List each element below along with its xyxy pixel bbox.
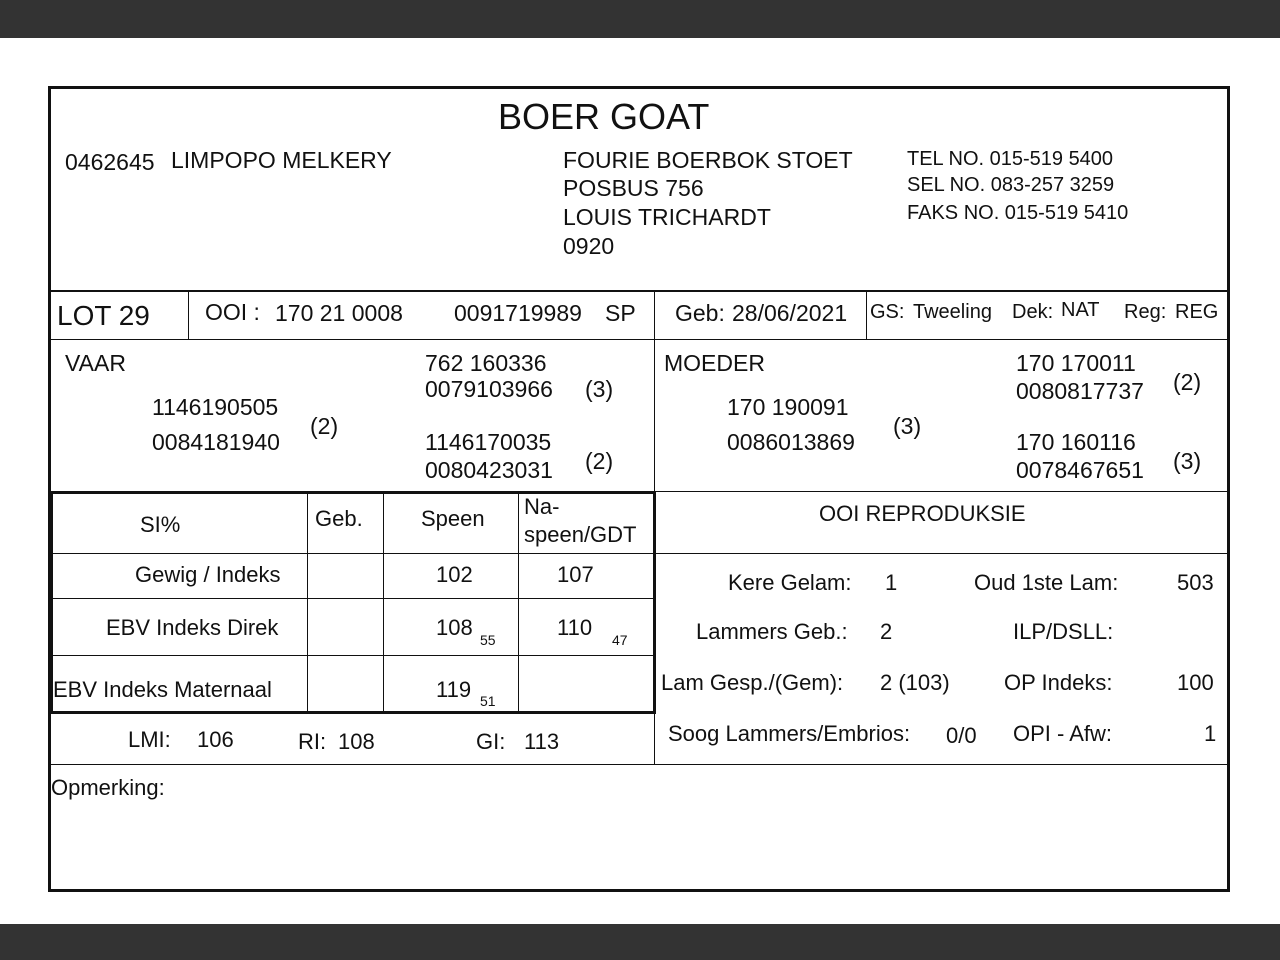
opi-label: OPI - Afw:: [1013, 721, 1113, 746]
vaar-sire-reg: 0079103966: [425, 376, 553, 402]
repro-left-rule: [654, 712, 655, 764]
oud-lam-label: Oud 1ste Lam:: [974, 570, 1119, 595]
si-row-rule-2: [52, 598, 654, 599]
gs-value: Tweeling: [913, 301, 992, 323]
moeder-grade: (3): [893, 413, 922, 439]
ri-value: 108: [338, 729, 375, 754]
moeder-sire-grade: (2): [1173, 369, 1202, 395]
vaar-id: 1146190505: [152, 394, 279, 420]
si-table-right: [653, 491, 656, 714]
geb-date: 28/06/2021: [732, 300, 848, 326]
contact-tel: TEL NO. 015-519 5400: [907, 148, 1114, 170]
row-direk-speen: 108: [436, 615, 473, 640]
remarks-label: Opmerking:: [51, 775, 165, 800]
owner-code: 0462645: [65, 149, 155, 175]
card-title: BOER GOAT: [498, 96, 710, 137]
gi-value: 113: [524, 729, 560, 754]
ooi-label: OOI :: [205, 299, 260, 325]
pedigree-divider: [654, 340, 655, 492]
row-gewig-speen: 102: [436, 562, 473, 587]
row-maternaal-speen-sub: 51: [480, 693, 496, 709]
soog-value: 0/0: [946, 723, 977, 748]
si-col-2: [383, 493, 384, 712]
pedigree-bottom-rule: [654, 491, 1230, 492]
si-table-bottom: [50, 711, 656, 714]
si-row-rule-1: [52, 553, 654, 554]
vaar-grade: (2): [310, 413, 339, 439]
soog-label: Soog Lammers/Embrios:: [668, 721, 911, 746]
breeder-line-4: 0920: [563, 233, 615, 259]
remarks-top-rule: [50, 764, 1230, 765]
row-direk-naspeen-sub: 47: [612, 632, 628, 648]
moeder-id: 170 190091: [727, 394, 849, 420]
si-col-1: [307, 493, 308, 712]
breeder-line-2: POSBUS 756: [563, 175, 704, 201]
moeder-dam-reg: 0078467651: [1016, 457, 1144, 483]
contact-sel: SEL NO. 083-257 3259: [907, 174, 1115, 196]
moeder-reg: 0086013869: [727, 429, 855, 455]
si-header: SI%: [140, 512, 181, 537]
lot-number: LOT 29: [57, 300, 150, 331]
row-maternaal-speen: 119: [436, 677, 472, 702]
lot-row-top-rule: [48, 290, 1230, 292]
moeder-sire-reg: 0080817737: [1016, 378, 1144, 404]
geb-header: Geb.: [315, 506, 363, 531]
row-maternaal-label: EBV Indeks Maternaal: [53, 677, 272, 702]
vaar-sire-grade: (3): [585, 376, 614, 402]
bottom-dark-bar: [0, 924, 1280, 960]
ooi-id: 170 21 0008: [275, 300, 403, 326]
kere-gelam-value: 1: [885, 570, 898, 595]
frame-top: [48, 86, 1230, 89]
ri-label: RI:: [298, 729, 327, 754]
kere-gelam-label: Kere Gelam:: [728, 570, 852, 595]
lammers-geb-value: 2: [880, 619, 893, 644]
opi-value: 1: [1204, 721, 1217, 746]
dek-label: Dek:: [1012, 301, 1054, 323]
speen-header: Speen: [421, 506, 485, 531]
owner-name: LIMPOPO MELKERY: [171, 147, 392, 173]
naspeen-header-line1: Na-: [524, 494, 560, 519]
vaar-reg: 0084181940: [152, 429, 280, 455]
reg-label: Reg:: [1124, 301, 1167, 323]
oud-lam-value: 503: [1177, 570, 1214, 595]
dek-value: NAT: [1061, 299, 1100, 321]
lot-divider: [188, 291, 189, 340]
repro-header-rule: [656, 553, 1230, 554]
vaar-dam-id: 1146170035: [425, 429, 552, 455]
lam-gesp-label: Lam Gesp./(Gem):: [661, 670, 844, 695]
vaar-sire-id: 762 160336: [425, 350, 547, 376]
op-indeks-label: OP Indeks:: [1004, 670, 1113, 695]
ooi-grade: SP: [605, 300, 636, 326]
lam-gesp-value: 2 (103): [880, 670, 950, 695]
row-gewig-naspeen: 107: [557, 562, 594, 587]
lmi-value: 106: [197, 727, 234, 752]
vaar-dam-grade: (2): [585, 448, 614, 474]
gs-label: GS:: [870, 301, 905, 323]
frame-right: [1227, 86, 1230, 892]
vaar-dam-reg: 0080423031: [425, 457, 553, 483]
geb-divider: [866, 291, 867, 340]
ilp-label: ILP/DSLL:: [1013, 619, 1114, 644]
lammers-geb-label: Lammers Geb.:: [696, 619, 848, 644]
moeder-sire-id: 170 170011: [1016, 350, 1136, 376]
ooi-reg: 0091719989: [454, 300, 582, 326]
naspeen-header-line2: speen/GDT: [524, 522, 637, 547]
breeder-line-3: LOUIS TRICHARDT: [563, 204, 771, 230]
si-row-rule-3: [52, 655, 654, 656]
frame-left: [48, 86, 51, 892]
moeder-dam-grade: (3): [1173, 448, 1202, 474]
row-direk-label: EBV Indeks Direk: [106, 615, 279, 640]
frame-bottom: [48, 889, 1230, 892]
top-dark-bar: [0, 0, 1280, 38]
reg-value: REG: [1175, 301, 1219, 323]
moeder-label: MOEDER: [664, 350, 765, 376]
lmi-label: LMI:: [128, 727, 171, 752]
op-indeks-value: 100: [1177, 670, 1214, 695]
geb-label: Geb:: [675, 300, 725, 326]
si-col-3: [518, 493, 519, 712]
row-direk-naspeen: 110: [557, 615, 593, 640]
contact-faks: FAKS NO. 015-519 5410: [907, 202, 1129, 224]
row-direk-speen-sub: 55: [480, 632, 496, 648]
si-table-top: [50, 491, 656, 494]
row-gewig-label: Gewig / Indeks: [135, 562, 281, 587]
lot-row-bottom-rule: [48, 339, 1230, 340]
breeder-line-1: FOURIE BOERBOK STOET: [563, 147, 853, 173]
ooi-divider: [654, 291, 655, 340]
gi-label: GI:: [476, 729, 506, 754]
moeder-dam-id: 170 160116: [1016, 429, 1136, 455]
vaar-label: VAAR: [65, 350, 126, 376]
repro-title: OOI REPRODUKSIE: [819, 501, 1026, 526]
